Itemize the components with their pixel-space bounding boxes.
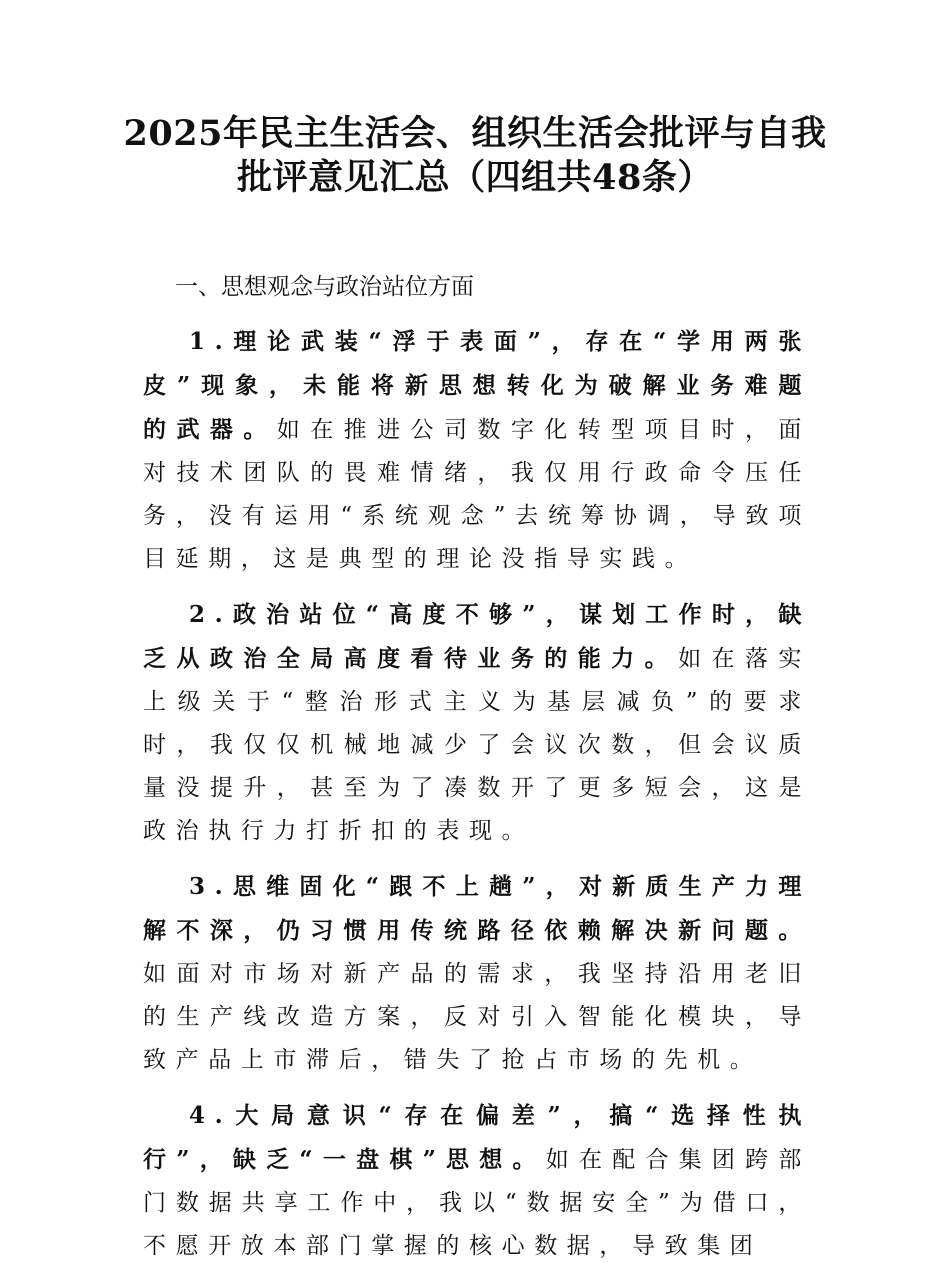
- list-item: [143, 865, 811, 1082]
- title-line-2: 批评意见汇总（四组共48条）: [237, 157, 713, 198]
- item-detail: 如在推进公司数字化转型项目时，面对技术团队的畏难情绪，我仅用行政命令压任务，没有运用“系统观念”去统筹协调，导致项目延期，这是典型的理论没指导实践。: [143, 417, 811, 572]
- item-summary: 4.大局意识“存在偏差”，搞“选择性执行”，缺乏“一盘棋”思想。: [143, 1102, 811, 1173]
- item-detail: 如在落实上级关于“整治形式主义为基层减负”的要求时，我仅仅机械地减少了会议次数，但会议质量没提升，甚至为了凑数开了更多短会，这是政治执行力打折扣的表现。: [143, 646, 811, 844]
- item-detail: 如面对市场对新产品的需求，我坚持沿用老旧的生产线改造方案，反对引入智能化模块，导致产品上市滞后，错失了抢占市场的先机。: [143, 961, 811, 1073]
- document-title: [120, 112, 830, 200]
- item-detail: 如在配合集团跨部门数据共享工作中，我以“数据安全”为借口，不愿开放本部门掌握的核心数据，导致集团: [143, 1147, 811, 1259]
- document-body: [143, 320, 811, 1280]
- list-item: [143, 320, 811, 581]
- title-line-1: 2025年民主生活会、组织生活会批评与自我: [123, 113, 827, 154]
- item-summary: 1.理论武装“浮于表面”，存在“学用两张皮”现象，未能将新思想转化为破解业务难题的武器。: [143, 328, 811, 443]
- item-summary: 3.思维固化“跟不上趟”，对新质生产力理解不深，仍习惯用传统路径依赖解决新问题。: [143, 873, 811, 944]
- list-item: [143, 1094, 811, 1268]
- item-summary: 2.政治站位“高度不够”，谋划工作时，缺乏从政治全局高度看待业务的能力。: [143, 601, 811, 672]
- list-item: [143, 593, 811, 853]
- section-heading: 一、思想观念与政治站位方面: [175, 274, 474, 300]
